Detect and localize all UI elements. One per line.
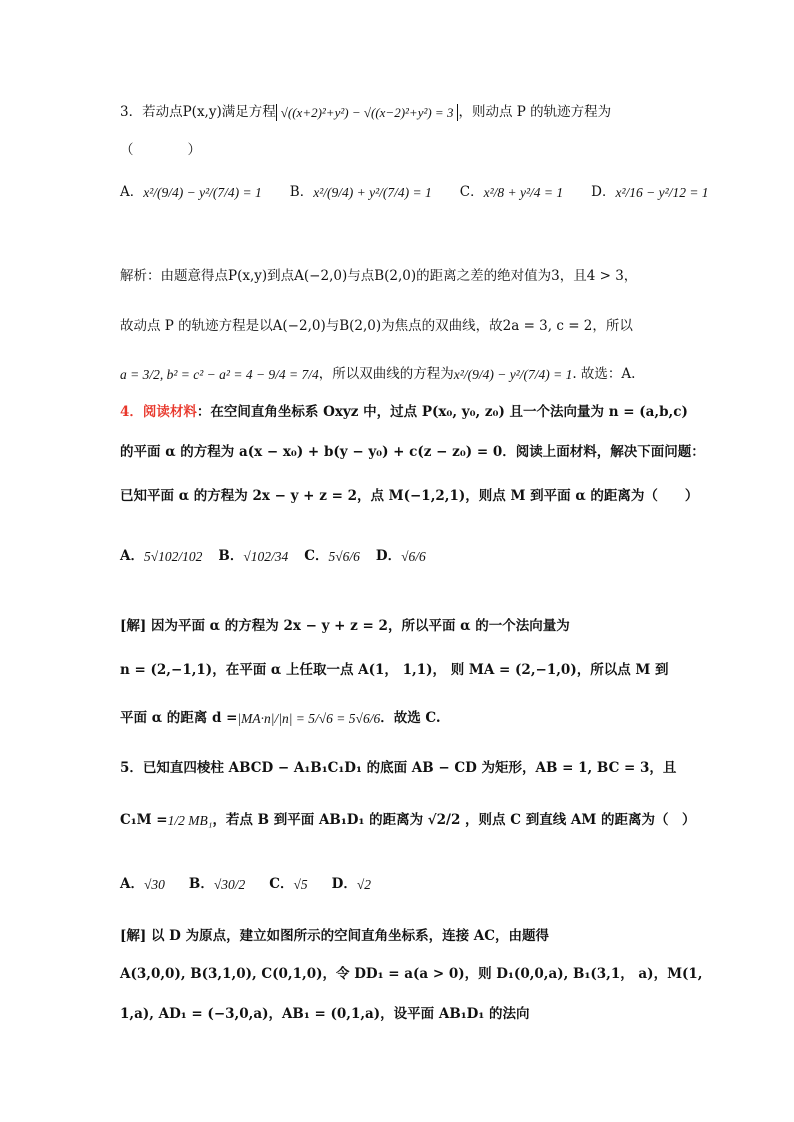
q3-stem-equation: √((x+2)²+y²) − √((x−2)²+y²) = 3 — [276, 104, 459, 121]
q5-option-c: C． √5 — [269, 876, 308, 892]
q5-solution-line-3: 1,a), AD₁ = (−3,0,a)，AB₁ = (0,1,a)，设平面 AB₁D₁ 的法向 — [120, 1006, 530, 1022]
q5-solution-line-2: A(3,0,0), B(3,1,0), C(0,1,0)，令 DD₁ = a(a > 0)，则 D₁(0,0,a), B₁(3,1， a)，M(1, — [120, 966, 703, 982]
q5-options — [120, 878, 399, 892]
q3-stem-text-a: 3．若动点P(x,y)满足方程 — [120, 103, 276, 120]
q5-line-1: 5．已知直四棱柱 ABCD − A₁B₁C₁D₁ 的底面 AB − CD 为矩形，AB = 1, BC = 3，且 — [120, 760, 677, 776]
q4-distance-equation: |MA·n|/|n| = 5/√6 = 5√6/6 — [237, 711, 381, 726]
q3-option-a: A． x²/(9/4) − y²/(7/4) = 1 — [120, 184, 262, 200]
q3-stem-text-b: ，则动点 P 的轨迹方程为 — [458, 103, 612, 120]
q4-options — [120, 550, 454, 564]
q5-option-a: A． √30 — [120, 876, 165, 892]
q3-option-b: B． x²/(9/4) + y²/(7/4) = 1 — [289, 184, 432, 200]
q4-option-c: C． 5√6/6 — [304, 548, 360, 564]
q4-solution-line-1: [解] 因为平面 α 的方程为 2x − y + z = 2，所以平面 α 的一个法向量为 — [120, 618, 570, 634]
q4-option-a: A． 5√102/102 — [120, 548, 203, 564]
q3-solution-line-2: 故动点 P 的轨迹方程是以A(−2,0)与B(2,0)为焦点的双曲线，故2a = 3, c = 2，所以 — [120, 318, 633, 334]
q5-ratio-expression: 1/2 MB₁ — [167, 813, 213, 828]
q3-solution-calc: a = 3/2, b² = c² − a² = 4 − 9/4 = 7/4 — [120, 367, 319, 382]
q3-options — [120, 186, 737, 200]
q3-option-d: D． x²/16 − y²/12 = 1 — [591, 184, 709, 200]
q3-stem — [120, 104, 611, 121]
q4-number: 4． — [120, 404, 143, 420]
q5-option-d: D． √2 — [331, 876, 372, 892]
q5-solution-line-1: [解] 以 D 为原点，建立如图所示的空间直角坐标系，连接 AC，由题得 — [120, 928, 549, 944]
q3-paren: （ ） — [120, 142, 201, 158]
q3-solution-line-1: 解析：由题意得点P(x,y)到点A(−2,0)与点B(2,0)的距离之差的绝对值为3，且4 > 3， — [120, 268, 638, 284]
q4-tag: 阅读材料 — [142, 404, 197, 420]
q4-line-1: 4． 阅读材料 ：在空间直角坐标系 Oxyz 中，过点 P(x₀, y₀, z₀) 且一个法向量为 n = (a,b,c) — [120, 404, 688, 420]
q3-option-c: C． x²/8 + y²/4 = 1 — [459, 184, 564, 200]
q3-solution-equation: x²/(9/4) − y²/(7/4) = 1 — [453, 367, 573, 382]
q3-solution-line-3: a = 3/2, b² = c² − a² = 4 − 9/4 = 7/4 ，所以双曲线的方程为 x²/(9/4) − y²/(7/4) = 1 . 故选：A. — [120, 366, 636, 382]
q4-option-d: D． √6/6 — [375, 548, 426, 564]
q4-option-b: B． √102/34 — [218, 548, 289, 564]
q4-line-3: 已知平面 α 的方程为 2x − y + z = 2，点 M(−1,2,1)，则点 M 到平面 α 的距离为（ ） — [120, 488, 699, 504]
q4-solution-line-3: 平面 α 的距离 d = |MA·n|/|n| = 5/√6 = 5√6/6 ．故选 C. — [120, 710, 441, 726]
q5-option-b: B． √30/2 — [188, 876, 246, 892]
q5-line-2: C₁M = 1/2 MB₁ ，若点 B 到平面 AB₁D₁ 的距离为 √2/2 ，则点 C 到直线 AM 的距离为（ ） — [120, 812, 696, 828]
q4-line-2: 的平面 α 的方程为 a(x − x₀) + b(y − y₀) + c(z − z₀) = 0．阅读上面材料，解决下面问题： — [120, 444, 705, 460]
q4-solution-line-2: n = (2,−1,1)，在平面 α 上任取一点 A(1， 1,1)， 则 MA = (2,−1,0)，所以点 M 到 — [120, 662, 669, 678]
